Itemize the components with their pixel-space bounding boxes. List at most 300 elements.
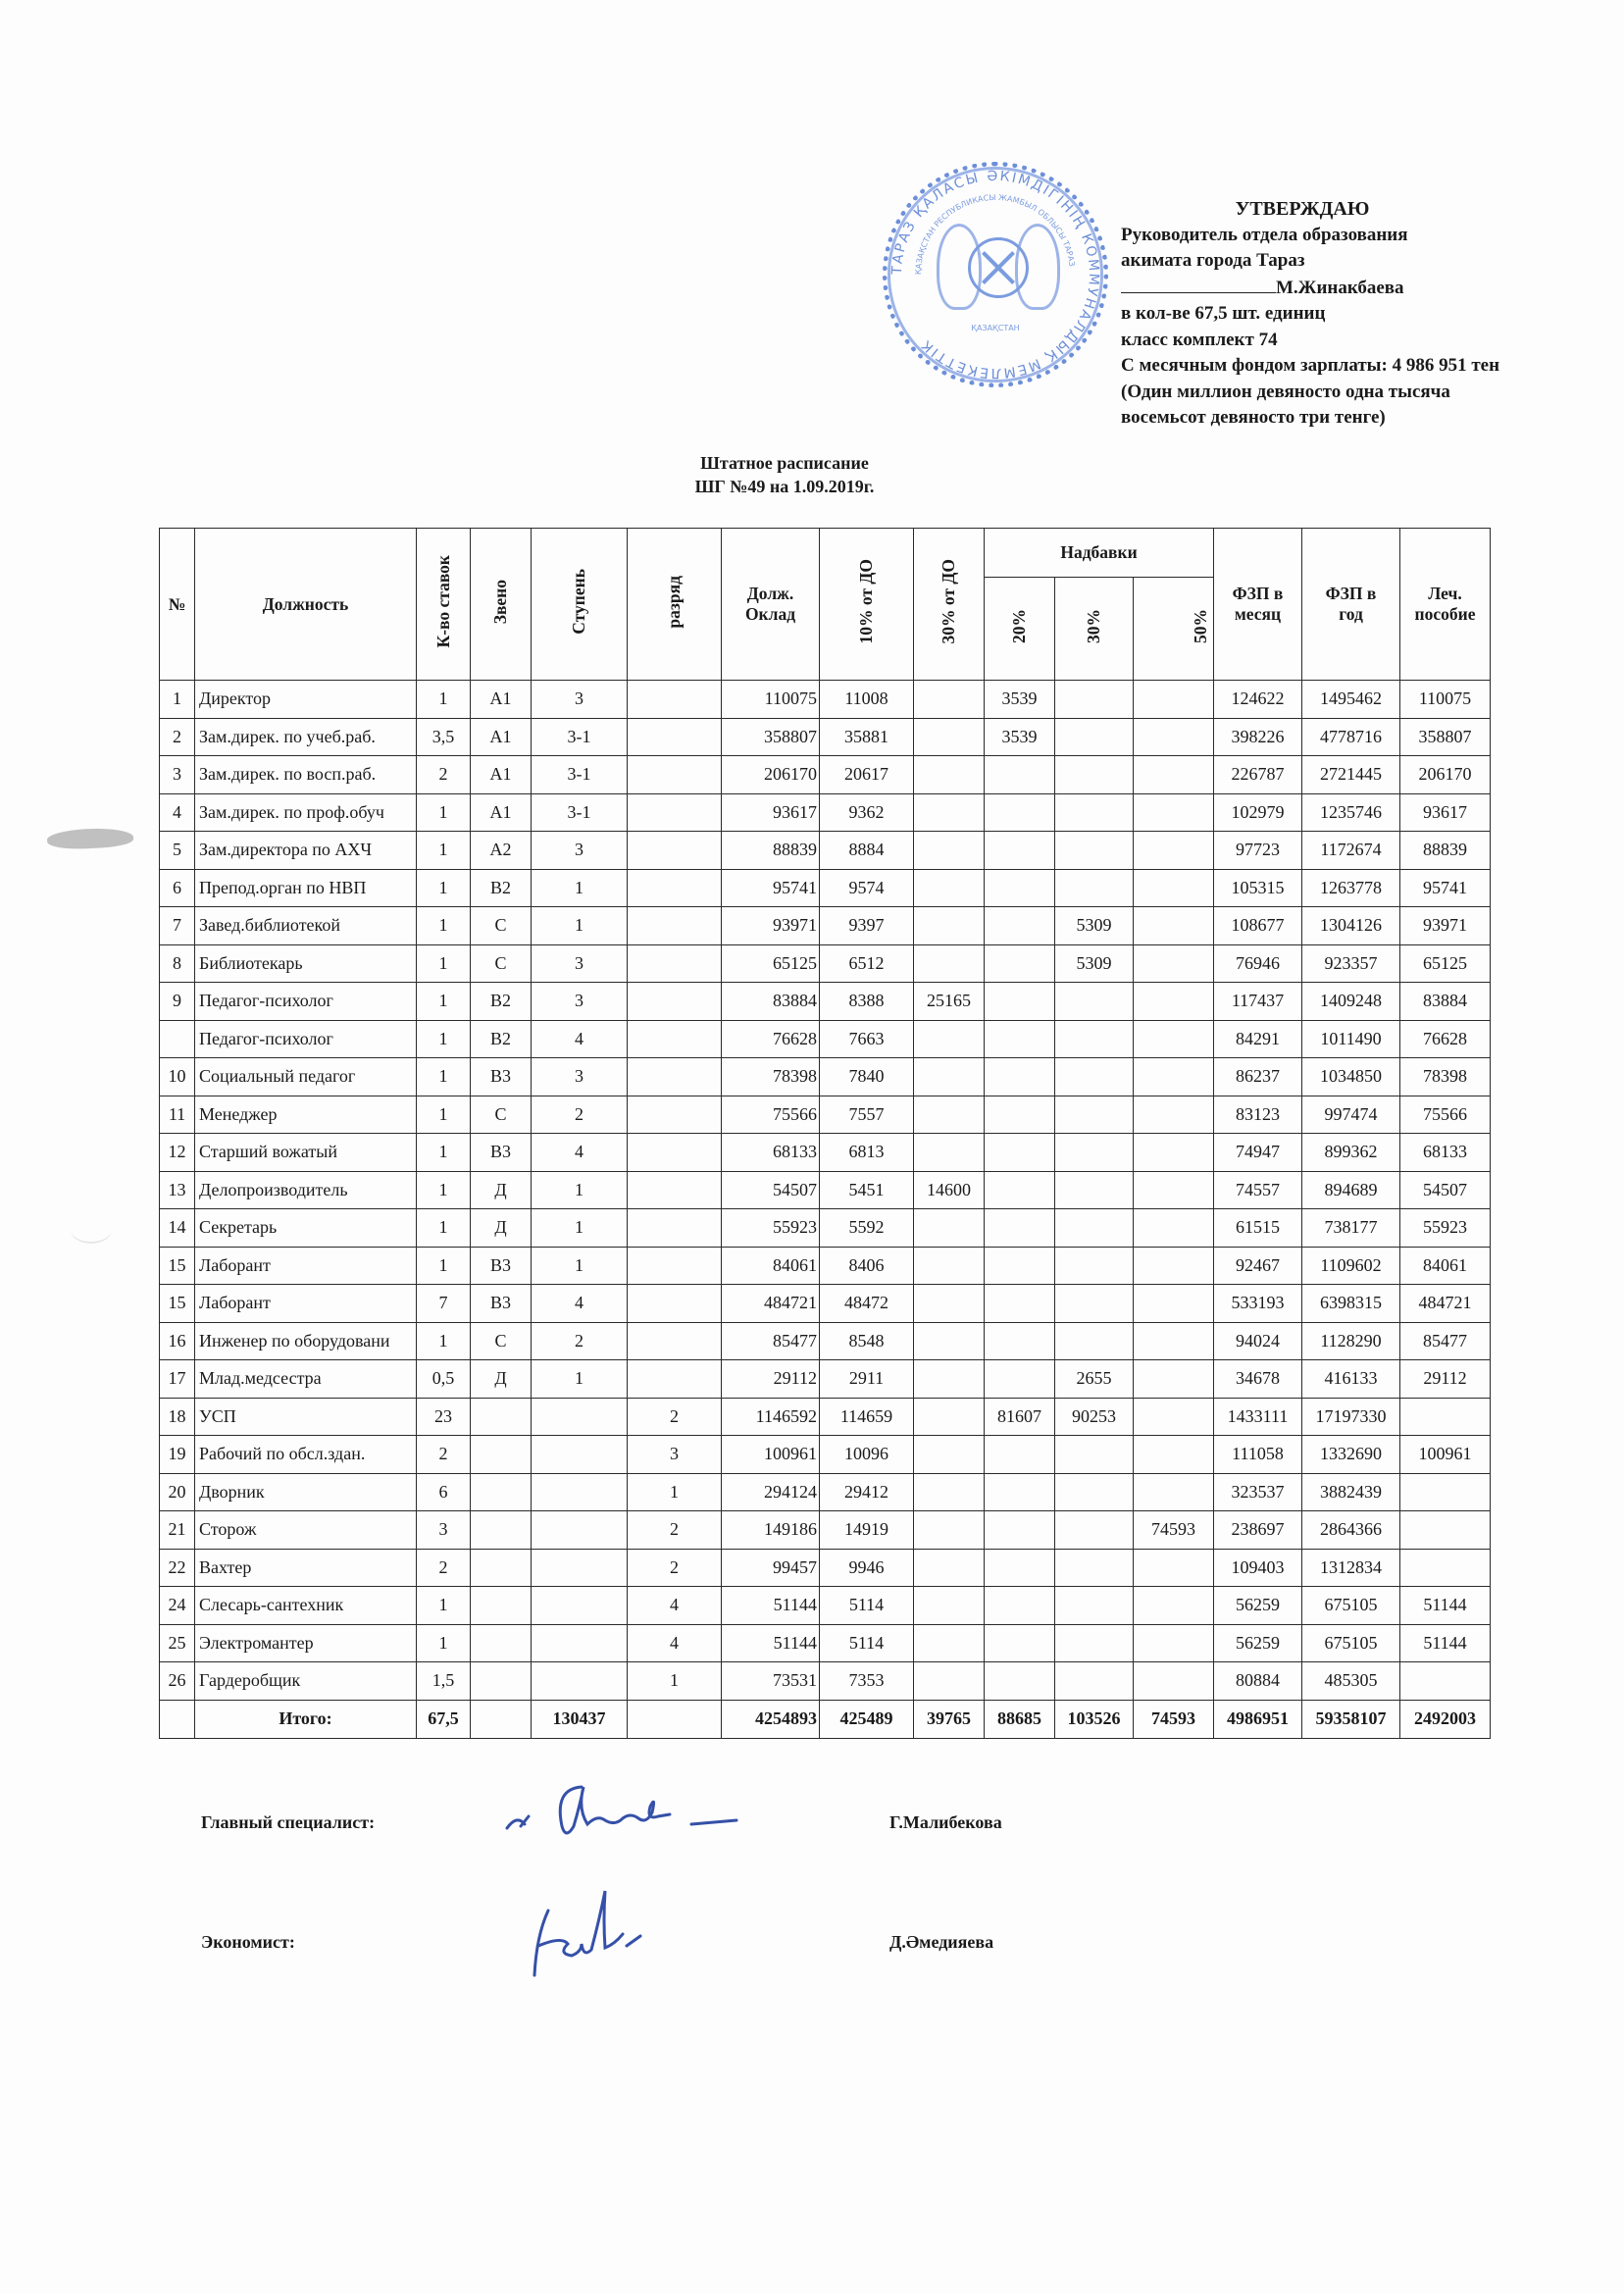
row-number: 16 xyxy=(160,1322,195,1360)
allowance-20-cell: 81607 xyxy=(985,1398,1055,1436)
fzp-year-cell: 675105 xyxy=(1302,1624,1400,1662)
medical-allowance-cell: 100961 xyxy=(1400,1436,1491,1474)
position-cell: Социальный педагог xyxy=(195,1058,417,1096)
medical-allowance-cell xyxy=(1400,1473,1491,1511)
grade-cell xyxy=(628,1285,722,1323)
document-title xyxy=(588,451,981,498)
step-cell xyxy=(532,1473,628,1511)
pct10-cell: 7840 xyxy=(820,1058,914,1096)
rates-cell: 2 xyxy=(417,756,471,794)
salary-cell: 55923 xyxy=(722,1209,820,1248)
grade-cell xyxy=(628,1058,722,1096)
fzp-month-cell: 109403 xyxy=(1214,1549,1302,1587)
scan-smudge xyxy=(47,827,134,851)
fzp-year-cell: 738177 xyxy=(1302,1209,1400,1248)
step-cell: 3-1 xyxy=(532,718,628,756)
row-number: 15 xyxy=(160,1247,195,1285)
position-cell: Лаборант xyxy=(195,1247,417,1285)
fzp-month-cell: 34678 xyxy=(1214,1360,1302,1399)
total-fzp-month: 4986951 xyxy=(1214,1700,1302,1738)
table-row xyxy=(160,793,1491,832)
col-header-position: Должность xyxy=(195,529,417,681)
col-header-tier: Звено xyxy=(471,529,532,681)
rates-cell: 1 xyxy=(417,832,471,870)
table-row xyxy=(160,869,1491,907)
table-row xyxy=(160,1549,1491,1587)
salary-cell: 51144 xyxy=(722,1624,820,1662)
allowance-20-cell xyxy=(985,1209,1055,1248)
pct10-cell: 8406 xyxy=(820,1247,914,1285)
grade-cell xyxy=(628,793,722,832)
total-label: Итого: xyxy=(195,1700,417,1738)
total-medical: 2492003 xyxy=(1400,1700,1491,1738)
pct30-cell xyxy=(914,1020,985,1058)
medical-allowance-cell: 55923 xyxy=(1400,1209,1491,1248)
tier-cell xyxy=(471,1549,532,1587)
pct30-cell xyxy=(914,1549,985,1587)
pct10-cell: 9397 xyxy=(820,907,914,945)
grade-cell xyxy=(628,907,722,945)
step-cell xyxy=(532,1587,628,1625)
tier-cell: С xyxy=(471,944,532,983)
fzp-year-cell: 1332690 xyxy=(1302,1436,1400,1474)
medical-allowance-cell: 85477 xyxy=(1400,1322,1491,1360)
allowance-50-cell xyxy=(1134,1587,1214,1625)
allowance-30-cell xyxy=(1055,756,1134,794)
rates-cell: 1 xyxy=(417,983,471,1021)
grade-cell xyxy=(628,832,722,870)
total-a20: 88685 xyxy=(985,1700,1055,1738)
table-row xyxy=(160,1247,1491,1285)
salary-cell: 110075 xyxy=(722,681,820,719)
table-row xyxy=(160,1322,1491,1360)
fzp-month-cell: 398226 xyxy=(1214,718,1302,756)
allowance-30-cell xyxy=(1055,718,1134,756)
row-number: 1 xyxy=(160,681,195,719)
table-row xyxy=(160,1473,1491,1511)
signature-name: Д.Әмедияева xyxy=(889,1932,994,1952)
tier-cell: В3 xyxy=(471,1247,532,1285)
tier-cell: В2 xyxy=(471,1020,532,1058)
allowance-30-cell xyxy=(1055,1662,1134,1701)
approval-words: (Один миллион девяносто одна тысяча xyxy=(1121,381,1450,402)
allowance-30-cell xyxy=(1055,1096,1134,1134)
pct30-cell xyxy=(914,1096,985,1134)
step-cell xyxy=(532,1549,628,1587)
allowance-30-cell: 5309 xyxy=(1055,944,1134,983)
pct30-cell xyxy=(914,1247,985,1285)
pct30-cell: 25165 xyxy=(914,983,985,1021)
tier-cell: А1 xyxy=(471,718,532,756)
table-row xyxy=(160,1134,1491,1172)
approval-line: Руководитель отдела образования xyxy=(1121,224,1408,245)
fzp-month-cell: 83123 xyxy=(1214,1096,1302,1134)
fzp-month-cell: 533193 xyxy=(1214,1285,1302,1323)
row-number: 8 xyxy=(160,944,195,983)
total-pct30: 39765 xyxy=(914,1700,985,1738)
allowance-50-cell xyxy=(1134,1134,1214,1172)
pct10-cell: 5114 xyxy=(820,1624,914,1662)
tier-cell: А1 xyxy=(471,756,532,794)
salary-cell: 75566 xyxy=(722,1096,820,1134)
allowance-30-cell xyxy=(1055,1020,1134,1058)
col-header-a50: 50% xyxy=(1134,578,1214,681)
allowance-50-cell xyxy=(1134,1360,1214,1399)
allowance-20-cell xyxy=(985,1436,1055,1474)
grade-cell xyxy=(628,1322,722,1360)
grade-cell xyxy=(628,1020,722,1058)
fzp-year-cell: 894689 xyxy=(1302,1171,1400,1209)
total-step: 130437 xyxy=(532,1700,628,1738)
approval-class: класс комплект 74 xyxy=(1121,329,1278,350)
medical-allowance-cell: 88839 xyxy=(1400,832,1491,870)
fzp-month-cell: 56259 xyxy=(1214,1587,1302,1625)
col-header-step: Ступень xyxy=(532,529,628,681)
step-cell: 3-1 xyxy=(532,756,628,794)
grade-cell xyxy=(628,756,722,794)
salary-cell: 68133 xyxy=(722,1134,820,1172)
fzp-month-cell: 323537 xyxy=(1214,1473,1302,1511)
rates-cell: 7 xyxy=(417,1285,471,1323)
pct10-cell: 8548 xyxy=(820,1322,914,1360)
pct10-cell: 9946 xyxy=(820,1549,914,1587)
fzp-year-cell: 2721445 xyxy=(1302,756,1400,794)
step-cell xyxy=(532,1398,628,1436)
fzp-month-cell: 111058 xyxy=(1214,1436,1302,1474)
allowance-20-cell xyxy=(985,1134,1055,1172)
table-row xyxy=(160,944,1491,983)
grade-cell xyxy=(628,944,722,983)
tier-cell: Д xyxy=(471,1209,532,1248)
rates-cell: 2 xyxy=(417,1549,471,1587)
position-cell: Завед.библиотекой xyxy=(195,907,417,945)
medical-allowance-cell: 84061 xyxy=(1400,1247,1491,1285)
allowance-30-cell xyxy=(1055,983,1134,1021)
grade-cell xyxy=(628,718,722,756)
allowance-50-cell xyxy=(1134,756,1214,794)
col-header-fzp-month: ФЗП в месяц xyxy=(1214,529,1302,681)
allowance-30-cell xyxy=(1055,1624,1134,1662)
row-number: 4 xyxy=(160,793,195,832)
medical-allowance-cell: 51144 xyxy=(1400,1624,1491,1662)
grade-cell: 2 xyxy=(628,1511,722,1550)
allowance-20-cell xyxy=(985,832,1055,870)
approval-signer-row xyxy=(1121,275,1621,302)
pct30-cell xyxy=(914,1209,985,1248)
allowance-50-cell xyxy=(1134,681,1214,719)
position-cell: Зам.дирек. по проф.обуч xyxy=(195,793,417,832)
medical-allowance-cell: 65125 xyxy=(1400,944,1491,983)
rates-cell: 1 xyxy=(417,1096,471,1134)
allowance-20-cell xyxy=(985,1360,1055,1399)
rates-cell: 3,5 xyxy=(417,718,471,756)
salary-cell: 88839 xyxy=(722,832,820,870)
total-grade xyxy=(628,1700,722,1738)
signature-name: Г.Малибекова xyxy=(889,1812,1002,1832)
tier-cell: С xyxy=(471,1096,532,1134)
rates-cell: 1 xyxy=(417,1587,471,1625)
tier-cell xyxy=(471,1436,532,1474)
allowance-20-cell xyxy=(985,1549,1055,1587)
medical-allowance-cell: 68133 xyxy=(1400,1134,1491,1172)
medical-allowance-cell: 83884 xyxy=(1400,983,1491,1021)
col-header-allowances: Надбавки xyxy=(985,529,1214,578)
pct10-cell: 7663 xyxy=(820,1020,914,1058)
grade-cell: 2 xyxy=(628,1549,722,1587)
grade-cell xyxy=(628,1096,722,1134)
fzp-year-cell: 485305 xyxy=(1302,1662,1400,1701)
position-cell: Инженер по оборудовани xyxy=(195,1322,417,1360)
allowance-20-cell xyxy=(985,1020,1055,1058)
grade-cell: 4 xyxy=(628,1587,722,1625)
pct10-cell: 114659 xyxy=(820,1398,914,1436)
scan-mark xyxy=(71,1216,112,1244)
total-pct10: 425489 xyxy=(820,1700,914,1738)
rates-cell: 1 xyxy=(417,1624,471,1662)
allowance-50-cell xyxy=(1134,1209,1214,1248)
pct30-cell xyxy=(914,1322,985,1360)
table-row xyxy=(160,1624,1491,1662)
position-cell: Дворник xyxy=(195,1473,417,1511)
step-cell: 3 xyxy=(532,681,628,719)
allowance-30-cell xyxy=(1055,1549,1134,1587)
rates-cell: 1 xyxy=(417,907,471,945)
pct10-cell: 2911 xyxy=(820,1360,914,1399)
pct30-cell xyxy=(914,832,985,870)
fzp-year-cell: 1128290 xyxy=(1302,1322,1400,1360)
allowance-50-cell xyxy=(1134,983,1214,1021)
row-number: 26 xyxy=(160,1662,195,1701)
table-row xyxy=(160,1209,1491,1248)
signature-line xyxy=(1121,275,1276,293)
step-cell xyxy=(532,1436,628,1474)
position-cell: Зам.директора по АХЧ xyxy=(195,832,417,870)
pct10-cell: 48472 xyxy=(820,1285,914,1323)
pct10-cell: 5114 xyxy=(820,1587,914,1625)
step-cell xyxy=(532,1511,628,1550)
row-number: 5 xyxy=(160,832,195,870)
fzp-year-cell: 1109602 xyxy=(1302,1247,1400,1285)
pct30-cell xyxy=(914,1473,985,1511)
pct10-cell: 6512 xyxy=(820,944,914,983)
allowance-30-cell xyxy=(1055,832,1134,870)
grade-cell xyxy=(628,869,722,907)
allowance-30-cell: 5309 xyxy=(1055,907,1134,945)
grade-cell: 1 xyxy=(628,1662,722,1701)
pct10-cell: 7353 xyxy=(820,1662,914,1701)
table-row xyxy=(160,1587,1491,1625)
salary-cell: 93617 xyxy=(722,793,820,832)
pct30-cell xyxy=(914,1436,985,1474)
pct30-cell xyxy=(914,1134,985,1172)
salary-cell: 484721 xyxy=(722,1285,820,1323)
allowance-50-cell xyxy=(1134,1020,1214,1058)
total-row xyxy=(160,1700,1491,1738)
fzp-month-cell: 102979 xyxy=(1214,793,1302,832)
approval-signer: М.Жинакбаева xyxy=(1276,277,1404,298)
medical-allowance-cell xyxy=(1400,1398,1491,1436)
allowance-50-cell xyxy=(1134,1549,1214,1587)
fzp-year-cell: 675105 xyxy=(1302,1587,1400,1625)
table-row xyxy=(160,832,1491,870)
total-tier xyxy=(471,1700,532,1738)
position-cell: УСП xyxy=(195,1398,417,1436)
step-cell: 4 xyxy=(532,1020,628,1058)
salary-cell: 358807 xyxy=(722,718,820,756)
pct30-cell xyxy=(914,718,985,756)
position-cell: Директор xyxy=(195,681,417,719)
col-header-rates: К-во ставок xyxy=(417,529,471,681)
approval-words: восемьсот девяносто три тенге) xyxy=(1121,407,1386,428)
pct10-cell: 20617 xyxy=(820,756,914,794)
pct30-cell xyxy=(914,869,985,907)
fzp-month-cell: 226787 xyxy=(1214,756,1302,794)
medical-allowance-cell: 54507 xyxy=(1400,1171,1491,1209)
position-cell: Гардеробщик xyxy=(195,1662,417,1701)
grade-cell: 4 xyxy=(628,1624,722,1662)
table-row xyxy=(160,1398,1491,1436)
fzp-month-cell: 97723 xyxy=(1214,832,1302,870)
position-cell: Педагог-психолог xyxy=(195,983,417,1021)
col-header-medical: Леч. пособие xyxy=(1400,529,1491,681)
fzp-month-cell: 84291 xyxy=(1214,1020,1302,1058)
approval-line: акимата города Тараз xyxy=(1121,250,1305,271)
allowance-30-cell xyxy=(1055,1247,1134,1285)
approval-block xyxy=(1121,196,1621,432)
allowance-20-cell xyxy=(985,869,1055,907)
allowance-20-cell: 3539 xyxy=(985,718,1055,756)
pct30-cell xyxy=(914,1360,985,1399)
rates-cell: 1 xyxy=(417,1171,471,1209)
fzp-month-cell: 76946 xyxy=(1214,944,1302,983)
row-number: 14 xyxy=(160,1209,195,1248)
table-row xyxy=(160,681,1491,719)
step-cell: 4 xyxy=(532,1134,628,1172)
stamp-emblem-label: ҚАЗАҚСТАН xyxy=(971,324,1020,332)
pct30-cell xyxy=(914,1285,985,1323)
table-row xyxy=(160,718,1491,756)
medical-allowance-cell: 76628 xyxy=(1400,1020,1491,1058)
fzp-year-cell: 4778716 xyxy=(1302,718,1400,756)
total-no xyxy=(160,1700,195,1738)
tier-cell: В3 xyxy=(471,1285,532,1323)
salary-cell: 51144 xyxy=(722,1587,820,1625)
medical-allowance-cell: 358807 xyxy=(1400,718,1491,756)
fzp-year-cell: 1495462 xyxy=(1302,681,1400,719)
tier-cell: В3 xyxy=(471,1058,532,1096)
handwritten-signature-icon xyxy=(495,1767,809,1856)
allowance-20-cell xyxy=(985,1624,1055,1662)
position-cell: Библиотекарь xyxy=(195,944,417,983)
allowance-20-cell xyxy=(985,944,1055,983)
fzp-month-cell: 124622 xyxy=(1214,681,1302,719)
fzp-month-cell: 108677 xyxy=(1214,907,1302,945)
allowance-50-cell xyxy=(1134,1473,1214,1511)
rates-cell: 3 xyxy=(417,1511,471,1550)
grade-cell: 1 xyxy=(628,1473,722,1511)
fzp-month-cell: 1433111 xyxy=(1214,1398,1302,1436)
pct10-cell: 35881 xyxy=(820,718,914,756)
allowance-20-cell xyxy=(985,907,1055,945)
fzp-year-cell: 3882439 xyxy=(1302,1473,1400,1511)
row-number: 19 xyxy=(160,1436,195,1474)
fzp-year-cell: 17197330 xyxy=(1302,1398,1400,1436)
grade-cell xyxy=(628,681,722,719)
pct10-cell: 14919 xyxy=(820,1511,914,1550)
grade-cell: 2 xyxy=(628,1398,722,1436)
allowance-50-cell xyxy=(1134,793,1214,832)
row-number: 10 xyxy=(160,1058,195,1096)
medical-allowance-cell: 206170 xyxy=(1400,756,1491,794)
position-cell: Зам.дирек. по учеб.раб. xyxy=(195,718,417,756)
salary-cell: 76628 xyxy=(722,1020,820,1058)
fzp-year-cell: 1312834 xyxy=(1302,1549,1400,1587)
allowance-20-cell xyxy=(985,1171,1055,1209)
grade-cell xyxy=(628,1360,722,1399)
col-header-pct10: 10% от ДО xyxy=(820,529,914,681)
salary-cell: 85477 xyxy=(722,1322,820,1360)
allowance-20-cell xyxy=(985,1587,1055,1625)
step-cell: 4 xyxy=(532,1285,628,1323)
position-cell: Электромантер xyxy=(195,1624,417,1662)
salary-cell: 99457 xyxy=(722,1549,820,1587)
allowance-30-cell xyxy=(1055,1587,1134,1625)
allowance-50-cell xyxy=(1134,1662,1214,1701)
rates-cell: 1 xyxy=(417,1020,471,1058)
pct30-cell xyxy=(914,944,985,983)
total-rates: 67,5 xyxy=(417,1700,471,1738)
allowance-30-cell xyxy=(1055,1058,1134,1096)
row-number: 24 xyxy=(160,1587,195,1625)
rates-cell: 6 xyxy=(417,1473,471,1511)
fzp-year-cell: 923357 xyxy=(1302,944,1400,983)
col-header-grade: разряд xyxy=(628,529,722,681)
grade-cell xyxy=(628,1134,722,1172)
col-header-a30: 30% xyxy=(1055,578,1134,681)
row-number: 15 xyxy=(160,1285,195,1323)
salary-cell: 93971 xyxy=(722,907,820,945)
medical-allowance-cell: 93971 xyxy=(1400,907,1491,945)
step-cell xyxy=(532,1662,628,1701)
pct10-cell: 9574 xyxy=(820,869,914,907)
row-number: 25 xyxy=(160,1624,195,1662)
fzp-month-cell: 56259 xyxy=(1214,1624,1302,1662)
grade-cell xyxy=(628,983,722,1021)
pct10-cell: 6813 xyxy=(820,1134,914,1172)
row-number xyxy=(160,1020,195,1058)
position-cell: Педагог-психолог xyxy=(195,1020,417,1058)
allowance-30-cell xyxy=(1055,1322,1134,1360)
allowance-30-cell xyxy=(1055,1134,1134,1172)
position-cell: Зам.дирек. по восп.раб. xyxy=(195,756,417,794)
tier-cell xyxy=(471,1662,532,1701)
medical-allowance-cell: 29112 xyxy=(1400,1360,1491,1399)
signature-role: Главный специалист: xyxy=(201,1812,376,1832)
tier-cell xyxy=(471,1624,532,1662)
position-cell: Менеджер xyxy=(195,1096,417,1134)
allowance-30-cell xyxy=(1055,1511,1134,1550)
allowance-30-cell xyxy=(1055,869,1134,907)
signature-role: Экономист: xyxy=(201,1932,295,1952)
allowance-20-cell xyxy=(985,1473,1055,1511)
allowance-20-cell: 3539 xyxy=(985,681,1055,719)
allowance-30-cell xyxy=(1055,793,1134,832)
fzp-year-cell: 1409248 xyxy=(1302,983,1400,1021)
col-header-a20: 20% xyxy=(985,578,1055,681)
approval-fund: С месячным фондом зарплаты: 4 986 951 тен xyxy=(1121,355,1500,376)
medical-allowance-cell xyxy=(1400,1511,1491,1550)
row-number: 21 xyxy=(160,1511,195,1550)
